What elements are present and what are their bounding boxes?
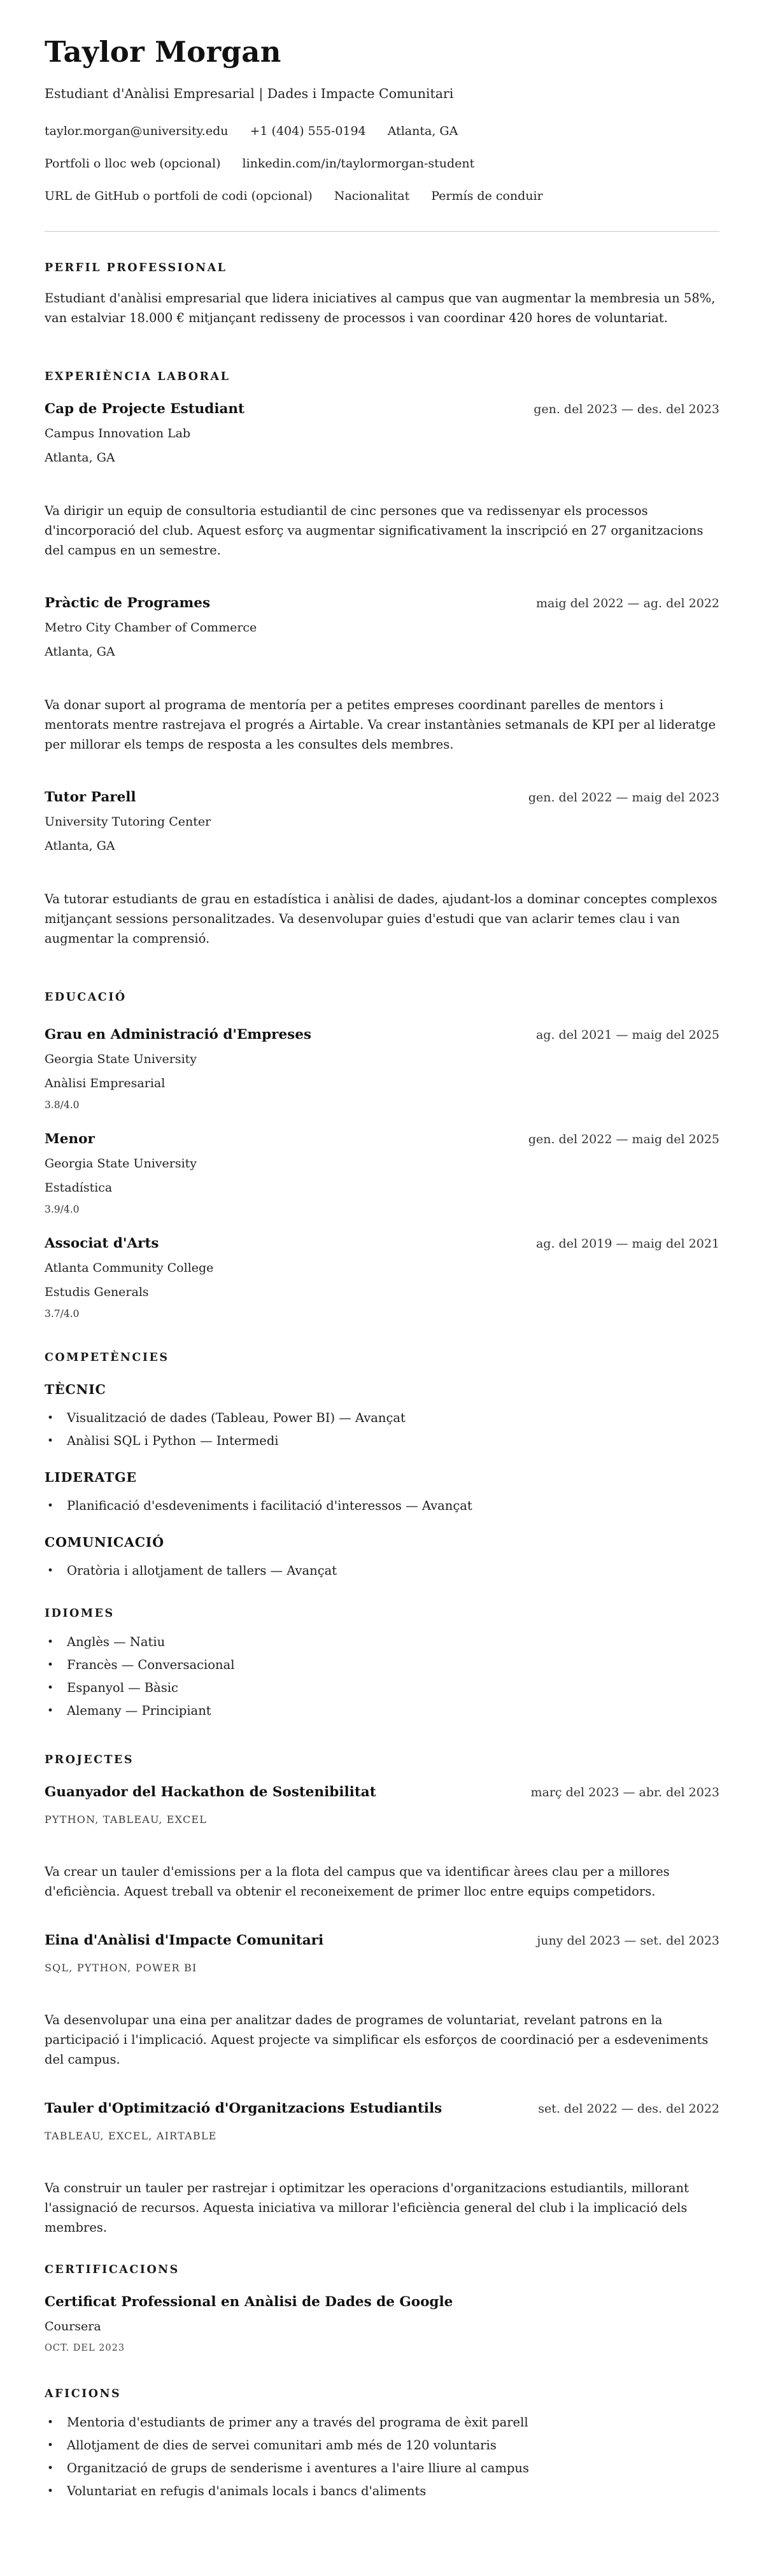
- certification-entry: [45, 2293, 719, 2354]
- person-name: Taylor Morgan: [45, 35, 281, 69]
- job-location: Atlanta, GA: [45, 450, 115, 465]
- certification-issuer: Coursera: [45, 2319, 101, 2333]
- language-item: • Anglès — Natiu: [45, 1631, 719, 1654]
- education-heading: EDUCACIÓ: [45, 990, 127, 1004]
- email-text: taylor.morgan@university.edu: [45, 123, 229, 138]
- job-entry: [45, 595, 719, 754]
- section-hobbies: [45, 2387, 719, 2503]
- project-header: [45, 1784, 719, 1801]
- contact-row-1: [45, 123, 719, 139]
- job-header: [45, 400, 719, 418]
- degree-school: Georgia State University: [45, 1156, 197, 1171]
- certification-title: Certificat Professional en Anàlisi de Dades de Google: [45, 2293, 453, 2310]
- job-dates: maig del 2022 — ag. del 2022: [535, 596, 719, 610]
- education-entry: [45, 1130, 719, 1216]
- header-divider: [45, 231, 719, 232]
- skill-item: • Oratòria i allotjament de tallers — Avançat: [45, 1559, 719, 1582]
- job-description: Va tutorar estudiants de grau en estadística i anàlisi de dades, ajudant-los a dominar conceptes complexos mitjançant sessions personalitzades. Va desenvolupar guies d'estudi que van aclarir temes clau i van augmentar la comprensió.: [45, 891, 718, 946]
- job-header: [45, 789, 719, 806]
- degree-title: Associat d'Arts: [45, 1235, 159, 1251]
- project-dates: set. del 2022 — des. del 2022: [538, 2101, 719, 2116]
- skill-item: • Anàlisi SQL i Python — Intermedi: [45, 1430, 719, 1453]
- project-description: Va desenvolupar una eina per analitzar dades de programes de voluntariat, revelant patrons en la participació i l'implicació. Aquest projecte va simplificar els esforços de coordinació per a esdeveniments del campus.: [45, 2012, 709, 2067]
- hobby-item: • Allotjament de dies de servei comunitari amb més de 120 voluntaris: [45, 2434, 719, 2457]
- language-item: • Espanyol — Bàsic: [45, 1677, 719, 1700]
- nationality-text: Nacionalitat: [334, 188, 410, 203]
- degree-gpa: 3.7/4.0: [45, 1307, 80, 1320]
- degree-title: Menor: [45, 1130, 95, 1147]
- job-company: Metro City Chamber of Commerce: [45, 620, 257, 635]
- skill-group-label: LIDERATGE: [45, 1469, 137, 1485]
- degree-header: [45, 1235, 719, 1252]
- project-header: [45, 2100, 719, 2117]
- education-entry: [45, 1235, 719, 1320]
- resume-header: [45, 36, 719, 232]
- hobby-item: • Mentoria d'estudiants de primer any a través del programa de èxit parell: [45, 2411, 719, 2434]
- job-description: Va dirigir un equip de consultoria estudiantil de cinc persones que va redissenyar els processos d'incorporació del club. Aquest esforç va augmentar significativament la inscripció en 27 organitzacions del campus en un semestre.: [45, 503, 704, 558]
- skills-heading: COMPETÈNCIES: [45, 1351, 169, 1364]
- profile-text: Estudiant d'anàlisi empresarial que lidera iniciatives al campus que van augmentar la membresia un 58%, van estalviar 18.000 € mitjançant redisseny de processos i van coordinar 420 hores de voluntariat.: [45, 290, 716, 325]
- job-title: Pràctic de Programes: [45, 595, 211, 611]
- skill-list: [45, 1559, 719, 1582]
- job-location: Atlanta, GA: [45, 838, 115, 853]
- degree-gpa: 3.9/4.0: [45, 1203, 80, 1215]
- skill-group: [45, 1534, 719, 1582]
- section-languages: [45, 1607, 719, 1722]
- skill-group-label: TÈCNIC: [45, 1381, 106, 1397]
- project-entry: [45, 2100, 719, 2237]
- project-stack: SQL, PYTHON, POWER BI: [45, 1961, 197, 1974]
- github-placeholder-text: URL de GitHub o portfoli de codi (opcional): [45, 188, 313, 203]
- degree-field: Estudis Generals: [45, 1284, 149, 1299]
- contact-row-2: [45, 156, 719, 172]
- project-description: Va crear un tauler d'emissions per a la flota del campus que va identificar àrees clau per a millores d'eficiència. Aquest treball va obtenir el reconeixement de primer lloc entre equips competidors.: [45, 1864, 670, 1899]
- contact-row-3: [45, 188, 719, 204]
- project-stack: PYTHON, TABLEAU, EXCEL: [45, 1813, 208, 1826]
- skill-item: • Visualització de dades (Tableau, Power BI) — Avançat: [45, 1407, 719, 1430]
- job-entry: [45, 400, 719, 560]
- skill-group: [45, 1469, 719, 1517]
- skill-list: [45, 1495, 719, 1517]
- section-certifications: [45, 2263, 719, 2354]
- skill-list: [45, 1407, 719, 1453]
- section-education: [45, 990, 719, 1320]
- section-profile: [45, 261, 719, 328]
- project-title: Guanyador del Hackathon de Sostenibilitat: [45, 1784, 376, 1800]
- degree-header: [45, 1130, 719, 1148]
- hobby-list: [45, 2411, 719, 2503]
- certification-date: OCT. DEL 2023: [45, 2342, 125, 2353]
- degree-dates: ag. del 2021 — maig del 2025: [535, 1027, 719, 1042]
- degree-header: [45, 1026, 719, 1043]
- language-list: [45, 1631, 719, 1722]
- degree-dates: ag. del 2019 — maig del 2021: [535, 1236, 719, 1251]
- project-title: Tauler d'Optimització d'Organitzacions Estudiantils: [45, 2100, 442, 2116]
- section-experience: [45, 370, 719, 948]
- hobbies-heading: AFICIONS: [45, 2387, 122, 2400]
- degree-gpa: 3.8/4.0: [45, 1099, 80, 1111]
- degree-dates: gen. del 2022 — maig del 2025: [528, 1132, 719, 1146]
- skill-item: • Planificació d'esdeveniments i facilitació d'interessos — Avançat: [45, 1495, 719, 1517]
- linkedin-text: linkedin.com/in/taylormorgan-student: [242, 156, 475, 171]
- driving-license-text: Permís de conduir: [431, 188, 543, 203]
- headline: Estudiant d'Anàlisi Empresarial | Dades i Impacte Comunitari: [45, 85, 454, 101]
- job-location: Atlanta, GA: [45, 644, 115, 659]
- languages-heading: IDIOMES: [45, 1607, 115, 1620]
- job-entry: [45, 789, 719, 948]
- job-company: University Tutoring Center: [45, 814, 211, 829]
- hobby-item: • Voluntariat en refugis d'animals locals i bancs d'aliments: [45, 2480, 719, 2503]
- degree-field: Estadística: [45, 1180, 113, 1195]
- project-dates: març del 2023 — abr. del 2023: [530, 1785, 719, 1799]
- skill-group: [45, 1381, 719, 1453]
- experience-heading: EXPERIÈNCIA LABORAL: [45, 370, 230, 383]
- project-dates: juny del 2023 — set. del 2023: [537, 1933, 719, 1948]
- job-title: Cap de Projecte Estudiant: [45, 400, 244, 417]
- language-item: • Francès — Conversacional: [45, 1654, 719, 1677]
- job-description: Va donar suport al programa de mentoría per a petites empreses coordinant parelles de mentors i mentorats mentre rastrejava el progrés a Airtable. Va crear instantànies setmanals de KPI per al lideratge per millorar els temps de resposta a les consultes dels membres.: [45, 697, 716, 752]
- degree-school: Georgia State University: [45, 1052, 197, 1066]
- job-dates: gen. del 2023 — des. del 2023: [534, 402, 719, 416]
- portfolio-placeholder-text: Portfoli o lloc web (opcional): [45, 156, 221, 171]
- certifications-heading: CERTIFICACIONS: [45, 2263, 180, 2276]
- job-dates: gen. del 2022 — maig del 2023: [528, 790, 719, 805]
- project-title: Eina d'Anàlisi d'Impacte Comunitari: [45, 1932, 324, 1948]
- projects-heading: PROJECTES: [45, 1753, 134, 1766]
- section-skills: [45, 1351, 719, 1582]
- education-entry: [45, 1026, 719, 1111]
- degree-school: Atlanta Community College: [45, 1260, 214, 1275]
- project-entry: [45, 1784, 719, 1901]
- project-header: [45, 1932, 719, 1949]
- hobby-item: • Organització de grups de senderisme i aventures a l'aire lliure al campus: [45, 2457, 719, 2480]
- section-projects: [45, 1753, 719, 2237]
- degree-title: Grau en Administració d'Empreses: [45, 1026, 312, 1043]
- language-item: • Alemany — Principiant: [45, 1700, 719, 1722]
- project-stack: TABLEAU, EXCEL, AIRTABLE: [45, 2129, 217, 2142]
- skill-group-label: COMUNICACIÓ: [45, 1534, 164, 1550]
- job-header: [45, 595, 719, 612]
- job-company: Campus Innovation Lab: [45, 426, 191, 440]
- project-description: Va construir un tauler per rastrejar i optimitzar les operacions d'organitzacions estudiantils, millorant l'assignació de recursos. Aquesta iniciativa va millorar l'eficiència general del club i la implicació dels membres.: [45, 2180, 689, 2235]
- degree-field: Anàlisi Empresarial: [45, 1076, 166, 1090]
- location-text: Atlanta, GA: [387, 123, 458, 138]
- job-title: Tutor Parell: [45, 789, 136, 805]
- phone-text: +1 (404) 555-0194: [250, 123, 366, 138]
- project-entry: [45, 1932, 719, 2069]
- profile-heading: PERFIL PROFESSIONAL: [45, 261, 227, 274]
